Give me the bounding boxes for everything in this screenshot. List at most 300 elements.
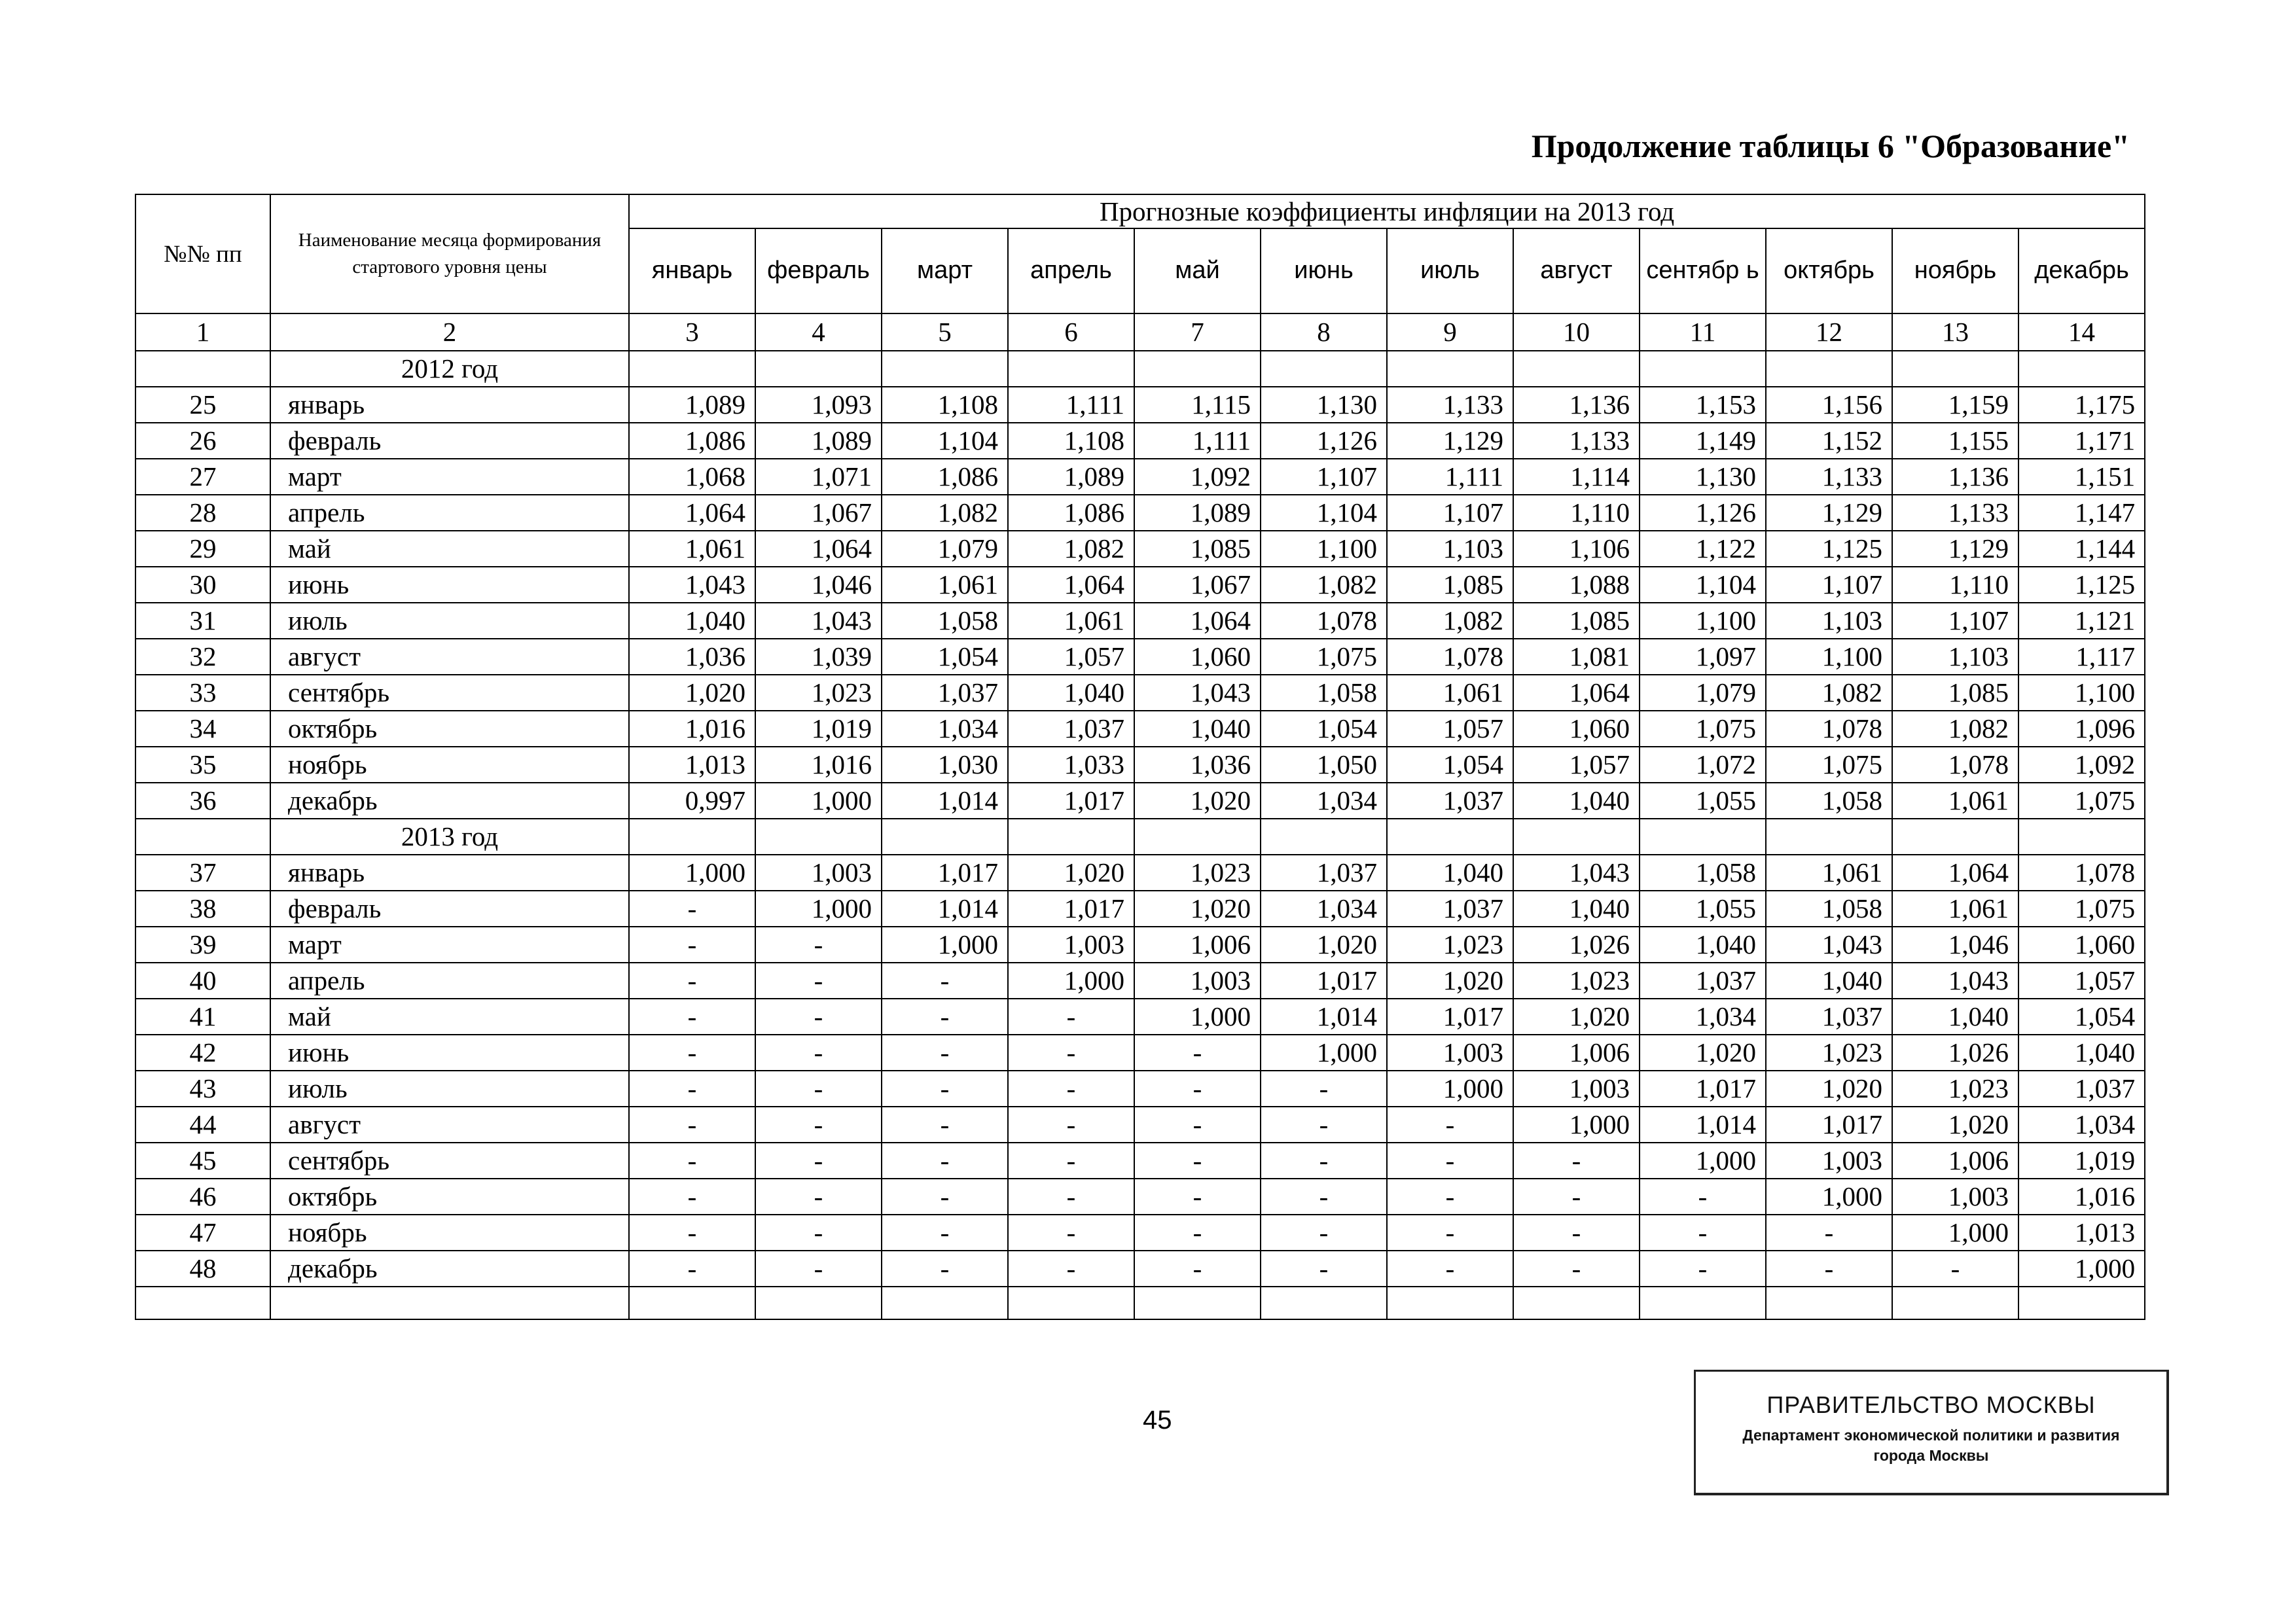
coefficient-cell: 1,054 (1261, 711, 1387, 747)
coefficient-cell: - (755, 927, 882, 963)
table-row (135, 1215, 2145, 1251)
coefficient-cell: 1,040 (629, 603, 755, 639)
coefficient-cell: - (1513, 1143, 1640, 1179)
table-cell-empty (135, 351, 270, 387)
row-month-name: май (270, 531, 629, 567)
coefficient-cell: 1,064 (629, 495, 755, 531)
coefficient-cell: 1,057 (1513, 747, 1640, 783)
row-month-name: январь (270, 387, 629, 423)
coefficient-cell: - (1261, 1071, 1387, 1107)
coefficient-cell: 1,093 (755, 387, 882, 423)
coefficient-cell: 1,026 (1513, 927, 1640, 963)
coefficient-cell: 1,003 (1513, 1071, 1640, 1107)
coefficient-cell: 1,055 (1640, 891, 1766, 927)
coefficient-cell: - (1008, 1251, 1134, 1287)
coefficient-cell: 1,085 (1513, 603, 1640, 639)
coefficient-cell: 1,046 (755, 567, 882, 603)
coefficient-cell: 1,133 (1387, 387, 1513, 423)
coefficient-cell: 1,020 (1640, 1035, 1766, 1071)
coefficient-cell: 1,061 (1766, 855, 1892, 891)
coefficient-cell: 1,133 (1892, 495, 2018, 531)
table-cell-empty (1640, 351, 1766, 387)
coefficient-cell: 1,000 (1387, 1071, 1513, 1107)
coefficient-cell: 1,003 (755, 855, 882, 891)
table-row (135, 675, 2145, 711)
row-number: 33 (135, 675, 270, 711)
coefficient-cell: 1,000 (1766, 1179, 1892, 1215)
coefficient-cell: - (1008, 999, 1134, 1035)
coefficient-cell: 1,103 (1766, 603, 1892, 639)
coefficient-cell: - (629, 1215, 755, 1251)
table-cell-empty (1261, 351, 1387, 387)
table-cell-empty (755, 351, 882, 387)
coefficient-cell: 1,104 (1261, 495, 1387, 531)
coefficient-cell: 1,082 (1261, 567, 1387, 603)
column-header-month: июль (1387, 228, 1513, 313)
coefficient-cell: 1,085 (1892, 675, 2018, 711)
coefficient-cell: 1,000 (1261, 1035, 1387, 1071)
coefficient-cell: 1,014 (1640, 1107, 1766, 1143)
row-number: 40 (135, 963, 270, 999)
table-cell-empty (2018, 1287, 2145, 1319)
coefficient-cell: 1,100 (1261, 531, 1387, 567)
table-cell-empty (629, 351, 755, 387)
table-row (135, 423, 2145, 459)
table-cell-empty (1134, 1287, 1261, 1319)
table-cell-empty (1513, 819, 1640, 855)
coefficient-cell: 1,110 (1513, 495, 1640, 531)
coefficient-cell: - (1766, 1251, 1892, 1287)
coefficient-cell: - (755, 963, 882, 999)
coefficient-cell: - (755, 999, 882, 1035)
coefficient-cell: 1,104 (882, 423, 1008, 459)
table-cell-empty (1008, 351, 1134, 387)
coefficient-cell: 1,016 (755, 747, 882, 783)
coefficient-cell: - (1134, 1107, 1261, 1143)
column-header-number: №№ пп (135, 194, 270, 313)
row-number: 32 (135, 639, 270, 675)
coefficient-cell: - (1134, 1143, 1261, 1179)
coefficient-cell: 1,006 (1892, 1143, 2018, 1179)
row-month-name: июнь (270, 567, 629, 603)
coefficient-cell: 1,149 (1640, 423, 1766, 459)
coefficient-cell: 1,086 (882, 459, 1008, 495)
coefficient-cell: 1,040 (1766, 963, 1892, 999)
row-number: 30 (135, 567, 270, 603)
row-number: 26 (135, 423, 270, 459)
table-row (135, 567, 2145, 603)
coefficient-cell: 0,997 (629, 783, 755, 819)
coefficient-cell: 1,040 (1134, 711, 1261, 747)
coefficient-cell: - (1008, 1143, 1134, 1179)
coefficient-cell: 1,020 (1134, 891, 1261, 927)
coefficient-cell: - (1134, 1035, 1261, 1071)
coefficient-cell: - (755, 1215, 882, 1251)
coefficient-cell: 1,043 (1766, 927, 1892, 963)
coefficient-cell: 1,078 (1766, 711, 1892, 747)
coefficient-cell: 1,064 (1008, 567, 1134, 603)
table-cell-empty (1892, 1287, 2018, 1319)
coefficient-cell: 1,144 (2018, 531, 2145, 567)
coefficient-cell: 1,037 (1387, 783, 1513, 819)
coefficient-cell: - (1134, 1251, 1261, 1287)
row-number: 47 (135, 1215, 270, 1251)
row-month-name: сентябрь (270, 675, 629, 711)
coefficient-cell: - (882, 1143, 1008, 1179)
coefficient-cell: 1,043 (1892, 963, 2018, 999)
table-cell-empty (1766, 819, 1892, 855)
coefficient-cell: 1,115 (1134, 387, 1261, 423)
coefficient-cell: - (1008, 1071, 1134, 1107)
header-row-top (135, 194, 2145, 228)
year-section-row (135, 819, 2145, 855)
coefficient-cell: 1,152 (1766, 423, 1892, 459)
table-body (135, 351, 2145, 1319)
coefficient-cell: 1,058 (1640, 855, 1766, 891)
table-row (135, 639, 2145, 675)
year-section-row (135, 351, 2145, 387)
coefficient-cell: - (755, 1107, 882, 1143)
coefficient-cell: - (629, 1107, 755, 1143)
table-row (135, 747, 2145, 783)
coefficient-cell: - (1008, 1107, 1134, 1143)
coefficient-cell: 1,037 (1261, 855, 1387, 891)
coefficient-cell: 1,003 (1892, 1179, 2018, 1215)
column-index-cell: 1 (135, 313, 270, 351)
coefficient-cell: 1,064 (1513, 675, 1640, 711)
table-row (135, 855, 2145, 891)
coefficient-cell: - (1134, 1071, 1261, 1107)
coefficient-cell: 1,054 (882, 639, 1008, 675)
coefficient-cell: 1,114 (1513, 459, 1640, 495)
coefficient-cell: - (629, 1179, 755, 1215)
coefficient-cell: 1,107 (1261, 459, 1387, 495)
table-row (135, 1143, 2145, 1179)
table-cell-empty (2018, 351, 2145, 387)
coefficient-cell: 1,023 (1134, 855, 1261, 891)
coefficient-cell: 1,036 (629, 639, 755, 675)
coefficient-cell: 1,111 (1134, 423, 1261, 459)
table-header (135, 194, 2145, 351)
coefficient-cell: 1,040 (1513, 891, 1640, 927)
row-number: 48 (135, 1251, 270, 1287)
table-row (135, 603, 2145, 639)
row-number: 39 (135, 927, 270, 963)
column-header-month: ноябрь (1892, 228, 2018, 313)
table-row (135, 963, 2145, 999)
row-number: 41 (135, 999, 270, 1035)
table-cell-empty (1513, 1287, 1640, 1319)
column-header-month: август (1513, 228, 1640, 313)
table-row (135, 387, 2145, 423)
coefficient-cell: 1,006 (1134, 927, 1261, 963)
coefficient-cell: 1,078 (2018, 855, 2145, 891)
coefficient-cell: 1,057 (2018, 963, 2145, 999)
column-index-cell: 4 (755, 313, 882, 351)
table-cell-empty (1387, 351, 1513, 387)
coefficient-cell: - (1134, 1179, 1261, 1215)
coefficient-cell: 1,107 (1766, 567, 1892, 603)
table-cell-empty (755, 1287, 882, 1319)
coefficient-cell: 1,043 (1134, 675, 1261, 711)
table-row (135, 1071, 2145, 1107)
coefficient-cell: - (1261, 1179, 1387, 1215)
coefficient-cell: 1,079 (882, 531, 1008, 567)
table-row (135, 999, 2145, 1035)
coefficient-cell: 1,133 (1513, 423, 1640, 459)
coefficient-cell: 1,126 (1261, 423, 1387, 459)
coefficient-cell: - (1008, 1215, 1134, 1251)
coefficient-cell: - (882, 1179, 1008, 1215)
row-number: 36 (135, 783, 270, 819)
coefficient-cell: 1,019 (755, 711, 882, 747)
column-header-month: апрель (1008, 228, 1134, 313)
coefficient-cell: 1,037 (1640, 963, 1766, 999)
row-month-name: сентябрь (270, 1143, 629, 1179)
coefficient-cell: 1,100 (1640, 603, 1766, 639)
column-index-cell: 7 (1134, 313, 1261, 351)
coefficient-cell: 1,082 (1008, 531, 1134, 567)
coefficient-cell: 1,055 (1640, 783, 1766, 819)
coefficient-cell: 1,064 (1134, 603, 1261, 639)
table-row (135, 1251, 2145, 1287)
table-cell-empty (629, 1287, 755, 1319)
coefficient-cell: 1,036 (1134, 747, 1261, 783)
coefficient-cell: 1,086 (629, 423, 755, 459)
coefficient-cell: - (1640, 1215, 1766, 1251)
coefficient-cell: 1,020 (1892, 1107, 2018, 1143)
coefficient-cell: 1,040 (1640, 927, 1766, 963)
row-month-name: июль (270, 603, 629, 639)
coefficient-cell: 1,023 (1766, 1035, 1892, 1071)
column-index-cell: 6 (1008, 313, 1134, 351)
coefficient-cell: 1,067 (1134, 567, 1261, 603)
table-cell-empty (1513, 351, 1640, 387)
coefficient-cell: 1,016 (2018, 1179, 2145, 1215)
table-cell-empty (882, 351, 1008, 387)
row-month-name: август (270, 1107, 629, 1143)
coefficient-cell: 1,058 (1766, 783, 1892, 819)
coefficient-cell: - (1513, 1179, 1640, 1215)
table-cell-empty (1892, 819, 2018, 855)
coefficient-cell: 1,060 (2018, 927, 2145, 963)
coefficient-cell: 1,034 (1261, 891, 1387, 927)
coefficient-cell: 1,159 (1892, 387, 2018, 423)
row-month-name: июль (270, 1071, 629, 1107)
table-row (135, 927, 2145, 963)
table-row-blank (135, 1287, 2145, 1319)
coefficient-cell: 1,125 (1766, 531, 1892, 567)
coefficient-cell: 1,075 (1640, 711, 1766, 747)
coefficient-cell: 1,078 (1387, 639, 1513, 675)
coefficient-cell: 1,126 (1640, 495, 1766, 531)
coefficient-cell: - (1387, 1215, 1513, 1251)
coefficient-cell: 1,000 (2018, 1251, 2145, 1287)
row-number: 34 (135, 711, 270, 747)
table-cell-empty (882, 819, 1008, 855)
coefficient-cell: 1,020 (1513, 999, 1640, 1035)
year-label: 2012 год (270, 351, 629, 387)
coefficient-cell: - (882, 1251, 1008, 1287)
coefficient-cell: 1,013 (2018, 1215, 2145, 1251)
coefficient-cell: 1,034 (1261, 783, 1387, 819)
coefficient-cell: 1,023 (1892, 1071, 2018, 1107)
coefficient-cell: 1,097 (1640, 639, 1766, 675)
row-month-name: май (270, 999, 629, 1035)
coefficient-cell: 1,064 (1892, 855, 2018, 891)
coefficient-cell: 1,129 (1766, 495, 1892, 531)
table-cell-empty (1134, 351, 1261, 387)
coefficient-cell: 1,060 (1134, 639, 1261, 675)
coefficient-cell: 1,111 (1008, 387, 1134, 423)
coefficient-cell: 1,040 (2018, 1035, 2145, 1071)
coefficient-cell: 1,023 (755, 675, 882, 711)
coefficient-cell: - (1261, 1215, 1387, 1251)
inflation-table-container (135, 194, 2145, 1320)
coefficient-cell: 1,040 (1387, 855, 1513, 891)
government-stamp (1694, 1370, 2169, 1495)
coefficient-cell: - (1387, 1179, 1513, 1215)
row-month-name: август (270, 639, 629, 675)
coefficient-cell: 1,107 (1387, 495, 1513, 531)
table-cell-empty (629, 819, 755, 855)
coefficient-cell: 1,078 (1261, 603, 1387, 639)
row-number: 35 (135, 747, 270, 783)
coefficient-cell: 1,023 (1513, 963, 1640, 999)
coefficient-cell: 1,058 (1766, 891, 1892, 927)
coefficient-cell: 1,006 (1513, 1035, 1640, 1071)
row-number: 45 (135, 1143, 270, 1179)
table-cell-empty (1640, 819, 1766, 855)
coefficient-cell: 1,092 (1134, 459, 1261, 495)
row-number: 25 (135, 387, 270, 423)
coefficient-cell: 1,037 (1387, 891, 1513, 927)
column-header-forecast-span: Прогнозные коэффициенты инфляции на 2013 год (629, 194, 2145, 228)
column-index-cell: 11 (1640, 313, 1766, 351)
coefficient-cell: - (1134, 1215, 1261, 1251)
coefficient-cell: 1,057 (1008, 639, 1134, 675)
coefficient-cell: 1,000 (882, 927, 1008, 963)
column-index-cell: 14 (2018, 313, 2145, 351)
coefficient-cell: 1,061 (1892, 783, 2018, 819)
coefficient-cell: 1,078 (1892, 747, 2018, 783)
row-number: 43 (135, 1071, 270, 1107)
coefficient-cell: - (882, 1035, 1008, 1071)
coefficient-cell: 1,014 (1261, 999, 1387, 1035)
row-number: 46 (135, 1179, 270, 1215)
coefficient-cell: 1,107 (1892, 603, 2018, 639)
column-index-cell: 5 (882, 313, 1008, 351)
table-cell-empty (882, 1287, 1008, 1319)
table-row (135, 891, 2145, 927)
coefficient-cell: 1,017 (1261, 963, 1387, 999)
coefficient-cell: - (882, 1071, 1008, 1107)
coefficient-cell: - (1640, 1179, 1766, 1215)
coefficient-cell: - (1261, 1107, 1387, 1143)
coefficient-cell: - (1387, 1107, 1513, 1143)
coefficient-cell: - (755, 1179, 882, 1215)
table-cell-empty (755, 819, 882, 855)
coefficient-cell: - (1766, 1215, 1892, 1251)
row-month-name: ноябрь (270, 1215, 629, 1251)
row-number: 28 (135, 495, 270, 531)
coefficient-cell: 1,104 (1640, 567, 1766, 603)
column-header-month: октябрь (1766, 228, 1892, 313)
coefficient-cell: 1,071 (755, 459, 882, 495)
table-row (135, 459, 2145, 495)
table-row (135, 1179, 2145, 1215)
coefficient-cell: 1,040 (1008, 675, 1134, 711)
row-month-name: март (270, 927, 629, 963)
coefficient-cell: 1,061 (882, 567, 1008, 603)
table-row (135, 711, 2145, 747)
coefficient-cell: 1,100 (2018, 675, 2145, 711)
coefficient-cell: 1,085 (1387, 567, 1513, 603)
coefficient-cell: 1,037 (2018, 1071, 2145, 1107)
coefficient-cell: 1,117 (2018, 639, 2145, 675)
coefficient-cell: 1,171 (2018, 423, 2145, 459)
coefficient-cell: 1,089 (755, 423, 882, 459)
coefficient-cell: 1,000 (629, 855, 755, 891)
table-cell-empty (1387, 819, 1513, 855)
coefficient-cell: 1,016 (629, 711, 755, 747)
stamp-line-1: ПРАВИТЕЛЬСТВО МОСКВЫ (1767, 1391, 2096, 1418)
coefficient-cell: 1,000 (1134, 999, 1261, 1035)
coefficient-cell: 1,037 (1766, 999, 1892, 1035)
coefficient-cell: 1,100 (1766, 639, 1892, 675)
row-month-name: декабрь (270, 783, 629, 819)
column-header-month: май (1134, 228, 1261, 313)
row-month-name: январь (270, 855, 629, 891)
coefficient-cell: 1,057 (1387, 711, 1513, 747)
coefficient-cell: - (629, 891, 755, 927)
row-month-name: ноябрь (270, 747, 629, 783)
row-month-name: октябрь (270, 711, 629, 747)
coefficient-cell: - (755, 1143, 882, 1179)
coefficient-cell: 1,085 (1134, 531, 1261, 567)
coefficient-cell: 1,133 (1766, 459, 1892, 495)
coefficient-cell: 1,037 (1008, 711, 1134, 747)
coefficient-cell: 1,043 (629, 567, 755, 603)
coefficient-cell: - (1261, 1143, 1387, 1179)
column-index-cell: 2 (270, 313, 629, 351)
coefficient-cell: 1,019 (2018, 1143, 2145, 1179)
row-number: 31 (135, 603, 270, 639)
row-month-name: март (270, 459, 629, 495)
row-number: 27 (135, 459, 270, 495)
coefficient-cell: 1,020 (1766, 1071, 1892, 1107)
row-month-name: июнь (270, 1035, 629, 1071)
coefficient-cell: 1,017 (1387, 999, 1513, 1035)
row-month-name: апрель (270, 963, 629, 999)
coefficient-cell: 1,030 (882, 747, 1008, 783)
coefficient-cell: - (882, 1215, 1008, 1251)
coefficient-cell: 1,020 (1387, 963, 1513, 999)
coefficient-cell: - (755, 1251, 882, 1287)
coefficient-cell: 1,072 (1640, 747, 1766, 783)
coefficient-cell: 1,155 (1892, 423, 2018, 459)
coefficient-cell: 1,058 (882, 603, 1008, 639)
coefficient-cell: - (1261, 1251, 1387, 1287)
coefficient-cell: 1,043 (1513, 855, 1640, 891)
coefficient-cell: - (1387, 1143, 1513, 1179)
coefficient-cell: - (882, 963, 1008, 999)
coefficient-cell: 1,013 (629, 747, 755, 783)
column-header-month: март (882, 228, 1008, 313)
table-row (135, 495, 2145, 531)
coefficient-cell: 1,130 (1261, 387, 1387, 423)
coefficient-cell: - (1640, 1251, 1766, 1287)
